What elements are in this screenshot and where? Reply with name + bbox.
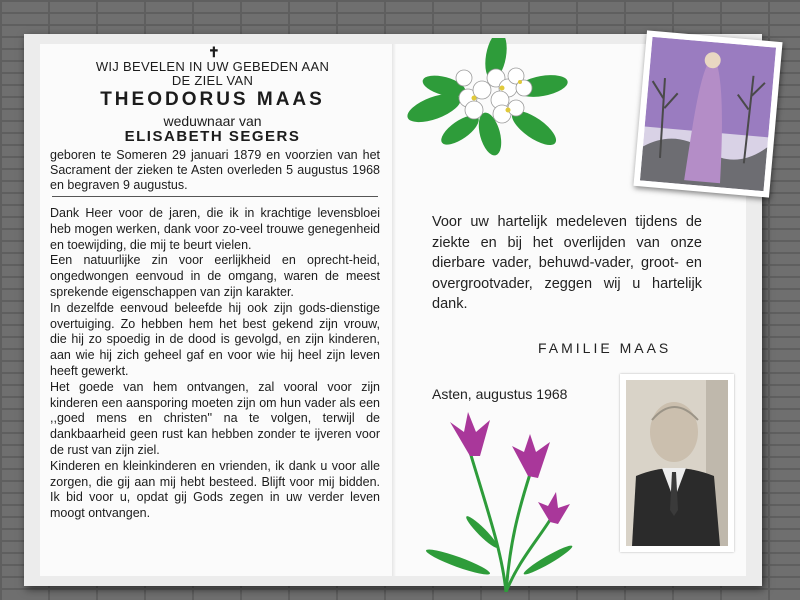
deceased-name: THEODORUS MAAS: [100, 89, 325, 110]
divider: [52, 196, 378, 197]
left-page: [40, 44, 385, 576]
memorial-text: Dank Heer voor de jaren, die ik in krachtige levensbloei heb mogen werken, dank voor zo-veel trouwe genegenheid en toewijding, die mij te beurt vielen. Een natuurlijke zin voor eerlijkheid en oprecht-heid, ongedwongen eenvoud in de omgang, waren de meest sprekende eigenschappen van zijn karakter. In dezelfde eenvoud beleefde hij ook zijn gods-dienstige overtuiging. Zo hebben hem het best gekend zijn vrouw, die hij zo spoedig in de dood is gevolgd, en zijn kinderen, aan wie hij zich geheel gaf en voor wie hij heel zijn leven heeft gewerkt. Het goede van hem ontvangen, zal vooral voor zijn kinderen een aansporing moeten zijn om hun vader als een ,,goed mens en christen'' na te volgen, terwijl de dankbaarheid geen rust kan hebben zonder te ijveren voor de rust van zijn ziel. Kinderen en kleinkinderen en vrienden, ik dank u voor alle zorgen, die gij aan mij hebt besteed. Blijft voor mij bidden. Ik bid voor u, opdat gij Gods zegen in uw verder leven moogt ontvangen.: [50, 206, 380, 521]
spouse-name: ELISABETH SEGERS: [124, 128, 301, 145]
purple-flower-icon: [418, 412, 588, 597]
white-blossom-icon: [404, 38, 570, 161]
thanks-text: Voor uw hartelijk medeleven tijdens de ziekte en bij het overlijden van onze dierbare vader, behuwd-vader, groot- en overgrootvader, zeggen wij u hartelijk dank.: [432, 214, 702, 312]
madonna-devotional-image: [633, 30, 782, 197]
portrait-photo: [620, 374, 734, 552]
family-signature: FAMILIE MAAS: [538, 340, 672, 356]
card-fold: [392, 44, 396, 576]
cross-icon: ✝: [208, 44, 220, 60]
header-line-1: WIJ BEVELEN IN UW GEBEDEN AAN: [95, 59, 330, 74]
birth-death-text: geboren te Someren 29 januari 1879 en voorzien van het Sacrament der zieken te Asten overleden 5 augustus 1968 en begraven 9 augustus.: [50, 148, 380, 192]
widower-label: weduwnaar van: [163, 113, 262, 129]
header-line-2: DE ZIEL VAN: [171, 73, 254, 88]
place-date: Asten, augustus 1968: [432, 386, 568, 402]
